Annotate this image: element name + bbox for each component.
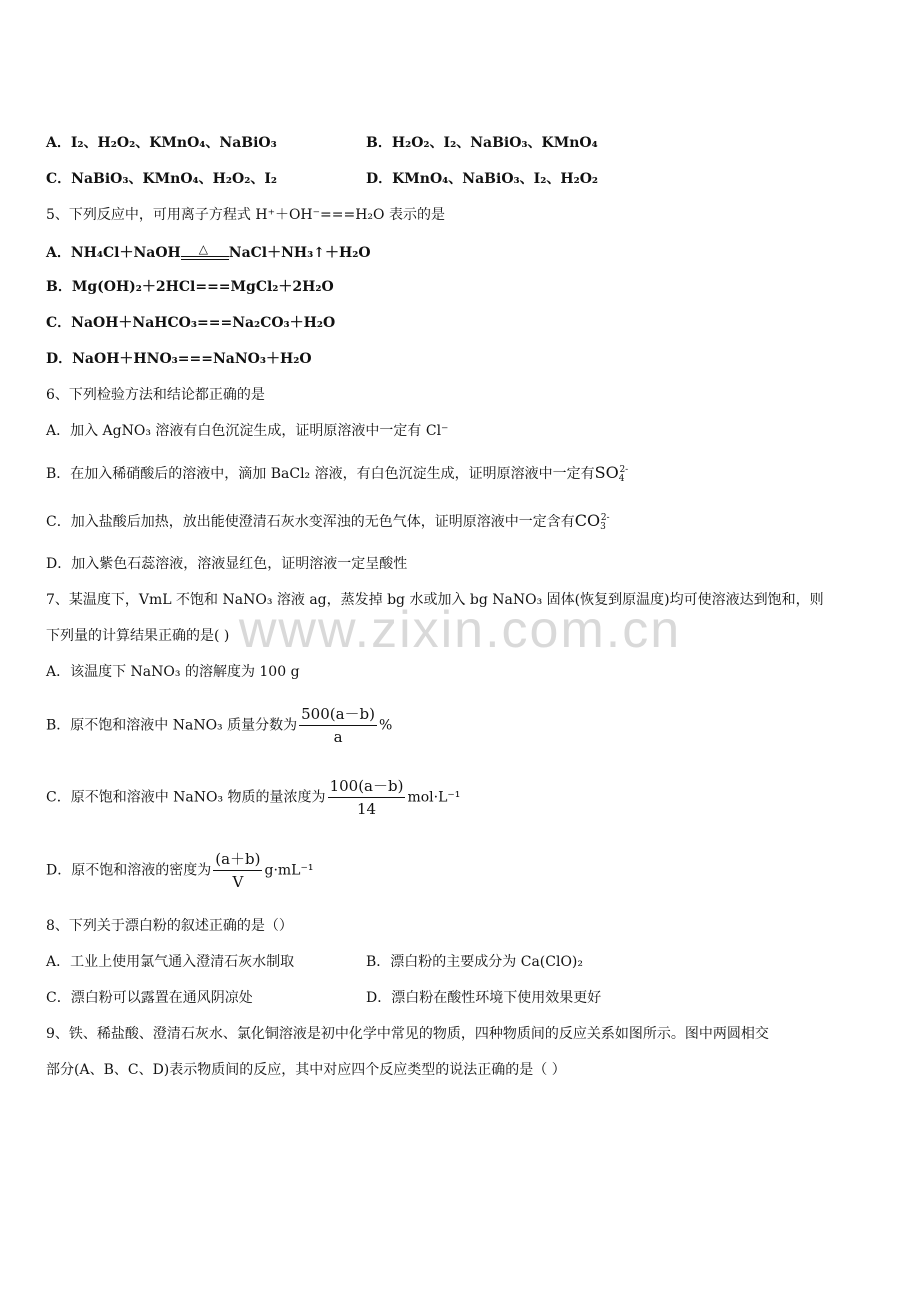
q4-options-row2 xyxy=(46,169,277,189)
q8-option-c: C．漂白粉可以露置在通风阴凉处 xyxy=(46,990,253,1006)
q6-option-b-text: B．在加入稀硝酸后的溶液中，滴加 BaCl₂ 溶液，有白色沉淀生成，证明原溶液中一定有 xyxy=(46,466,595,482)
q8-option-a: A．工业上使用氯气通入澄清石灰水制取 xyxy=(46,954,295,970)
q7-option-b-fraction: $\frac{500(a-b)}{a}$ xyxy=(301,705,376,746)
q9-stem-line1: 9、铁、稀盐酸、澄清石灰水、氯化铜溶液是初中化学中常见的物质，四种物质间的反应关系如图所示。图中两圆相交 xyxy=(46,1026,769,1042)
q4-option-b: H₂O₂、I₂、NaBiO₃、KMnO₄ xyxy=(391,135,598,151)
q7-option-d xyxy=(46,849,313,892)
q7-option-d-text: D．原不饱和溶液的密度为 xyxy=(46,862,212,879)
q4-option-c-label: C． xyxy=(46,171,72,187)
q6-option-d: D．加入紫色石蕊溶液，溶液显红色，证明溶液一定呈酸性 xyxy=(46,556,408,572)
q5-option-c: C．NaOH＋NaHCO₃===Na₂CO₃＋H₂O xyxy=(46,315,336,331)
carbonate-ion: $CO_3^{2-}$ xyxy=(574,511,610,532)
q7-stem-line2: 下列量的计算结果正确的是( ) xyxy=(46,628,230,644)
q7-option-c-fraction: $\frac{100(a-b)}{14}$ xyxy=(329,777,404,818)
q5-option-a xyxy=(46,241,371,263)
q6-option-b xyxy=(46,463,628,484)
q7-option-b xyxy=(46,704,392,747)
q4-option-d: KMnO₄、NaBiO₃、I₂、H₂O₂ xyxy=(392,171,599,187)
q4-option-b-row xyxy=(366,133,598,153)
q8-stem: 8、下列关于漂白粉的叙述正确的是（） xyxy=(46,918,293,934)
q8-option-b: B．漂白粉的主要成分为 Ca(ClO)₂ xyxy=(366,954,583,970)
q4-option-d-label: D． xyxy=(366,171,393,187)
q4-options-row1 xyxy=(46,133,277,153)
q6-option-c-text: C．加入盐酸后加热，放出能使澄清石灰水变浑浊的无色气体，证明原溶液中一定含有 xyxy=(46,514,575,530)
q4-option-b-label: B． xyxy=(366,135,392,151)
q7-option-d-fraction: $\frac{(a+b)}{V}$ xyxy=(215,850,261,891)
q4-option-a-label: A． xyxy=(46,135,71,151)
q5-option-d: D．NaOH＋HNO₃===NaNO₃＋H₂O xyxy=(46,351,312,367)
q7-stem-line1: 7、某温度下，VmL 不饱和 NaNO₃ 溶液 ag，蒸发掉 bg 水或加入 bg NaNO₃ 固体(恢复到原温度)均可使溶液达到饱和，则 xyxy=(46,592,824,608)
q4-option-c: NaBiO₃、KMnO₄、H₂O₂、I₂ xyxy=(71,171,278,187)
q5-option-b: B．Mg(OH)₂＋2HCl===MgCl₂＋2H₂O xyxy=(46,279,334,295)
q7-option-c-text: C．原不饱和溶液中 NaNO₃ 物质的量浓度为 xyxy=(46,789,326,806)
q6-stem: 6、下列检验方法和结论都正确的是 xyxy=(46,387,265,403)
watermark: www.zixin.com.cn xyxy=(238,601,682,659)
q7-option-c xyxy=(46,776,460,819)
q6-option-c xyxy=(46,511,610,532)
q7-option-a: A．该温度下 NaNO₃ 的溶解度为 100 g xyxy=(46,664,300,680)
q4-option-d-row xyxy=(366,169,598,189)
heat-condition-arrow xyxy=(181,241,229,259)
q5-stem: 5、下列反应中，可用离子方程式 H⁺＋OH⁻===H₂O 表示的是 xyxy=(46,207,445,223)
q7-option-b-text: B．原不饱和溶液中 NaNO₃ 质量分数为 xyxy=(46,717,298,734)
q7-option-c-unit: mol·L⁻¹ xyxy=(407,789,461,806)
q7-option-b-unit: % xyxy=(379,717,393,734)
q4-option-a: I₂、H₂O₂、KMnO₄、NaBiO₃ xyxy=(70,135,277,151)
q5-option-a-label: A． xyxy=(46,245,71,261)
sulfate-ion: $SO_4^{2-}$ xyxy=(594,463,629,484)
q8-option-d: D．漂白粉在酸性环境下使用效果更好 xyxy=(366,990,602,1006)
q9-stem-line2: 部分(A、B、C、D)表示物质间的反应，其中对应四个反应类型的说法正确的是（ ） xyxy=(46,1062,566,1078)
q7-option-d-unit: g·mL⁻¹ xyxy=(264,862,314,879)
q5-option-a-left: NH₄Cl＋NaOH xyxy=(70,245,181,261)
q6-option-a: A．加入 AgNO₃ 溶液有白色沉淀生成，证明原溶液中一定有 Cl⁻ xyxy=(46,423,449,439)
delta-icon: △ xyxy=(198,242,209,256)
q5-option-a-right: NaCl＋NH₃↑＋H₂O xyxy=(228,245,371,261)
